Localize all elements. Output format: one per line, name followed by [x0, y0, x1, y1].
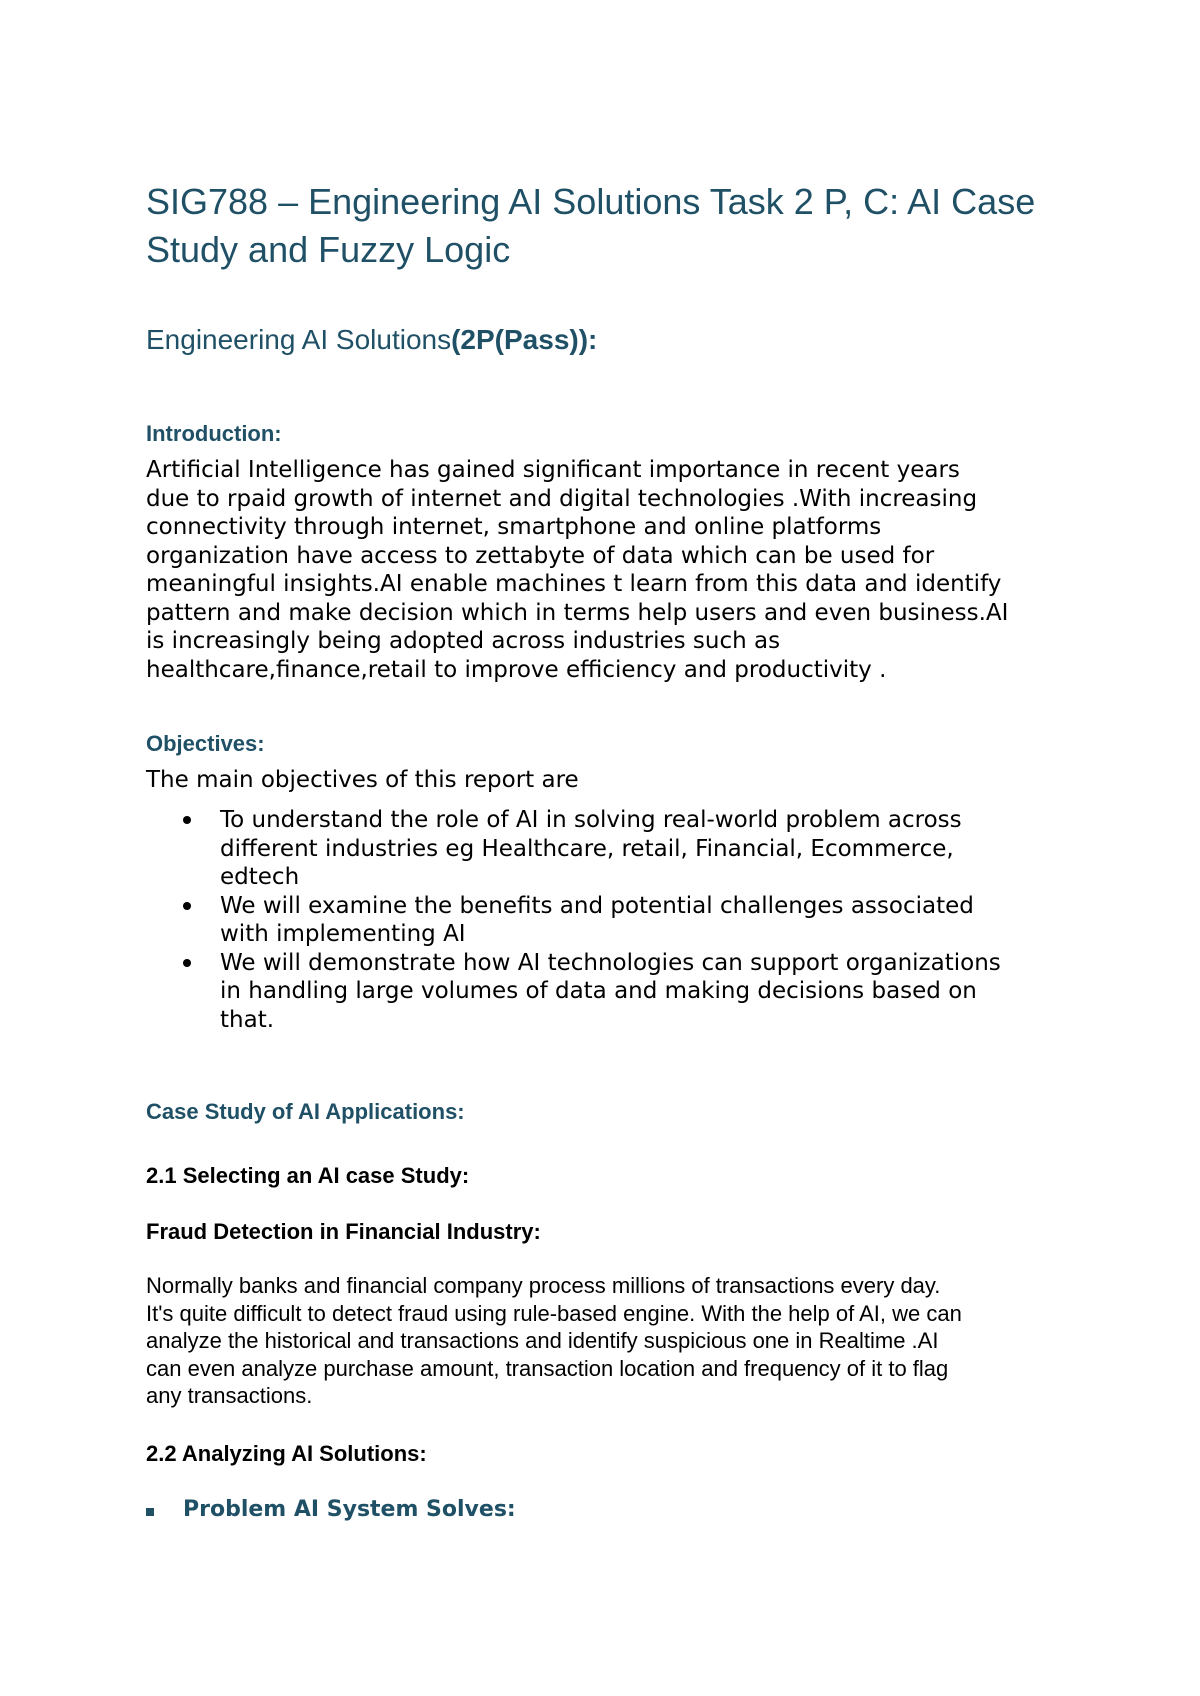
section-heading — [146, 322, 597, 358]
list-item-line: We will demonstrate how AI technologies can support organizations — [220, 949, 1001, 976]
introduction-line: pattern and make decision which in terms help users and even business.AI — [146, 599, 1009, 626]
introduction-line: Artificial Intelligence has gained significant importance in recent years — [146, 457, 960, 483]
objectives-lead: The main objectives of this report are — [146, 767, 579, 793]
paragraph-line: any transactions. — [146, 1383, 313, 1408]
square-bullet-icon — [146, 1508, 154, 1516]
introduction-paragraph — [146, 456, 1008, 684]
subsection-heading-2-2: 2.2 Analyzing AI Solutions: — [146, 1441, 427, 1466]
paragraph-line: Normally banks and financial company process millions of transactions every day. — [146, 1273, 941, 1298]
introduction-line: due to rpaid growth of internet and digital technologies .With increasing — [146, 485, 978, 512]
introduction-line: organization have access to zettabyte of data which can be used for — [146, 542, 935, 569]
bullet-icon — [183, 816, 191, 824]
bullet-icon — [183, 902, 191, 910]
objectives-heading: Objectives: — [146, 731, 265, 756]
document-title: SIG788 – Engineering AI Solutions Task 2 P, C: AI Case Study and Fuzzy Logic — [146, 181, 1036, 270]
subsection-heading-2-1: 2.1 Selecting an AI case Study: — [146, 1163, 470, 1188]
case-topic-heading: Fraud Detection in Financial Industry: — [146, 1219, 541, 1244]
introduction-line: meaningful insights.AI enable machines t learn from this data and identify — [146, 571, 1002, 597]
case-study-paragraph — [146, 1272, 962, 1410]
list-item-line: that. — [220, 1006, 275, 1033]
list-item-line: edtech — [220, 864, 300, 890]
section-heading-normal: Engineering AI Solutions — [146, 324, 452, 355]
list-item-line: in handling large volumes of data and making decisions based on — [220, 978, 977, 1004]
paragraph-line: analyze the historical and transactions and identify suspicious one in Realtime .AI — [146, 1328, 939, 1353]
objectives-list — [146, 806, 1001, 1034]
list-item — [146, 892, 1001, 949]
paragraph-line: can even analyze purchase amount, transaction location and frequency of it to flag — [146, 1355, 949, 1381]
list-item-line: different industries eg Healthcare, retail, Financial, Ecommerce, — [220, 835, 954, 862]
introduction-heading: Introduction: — [146, 421, 282, 446]
introduction-line: is increasingly being adopted across industries such as — [146, 628, 781, 654]
list-item — [146, 949, 1001, 1035]
introduction-line: healthcare,finance,retail to improve efficiency and productivity . — [146, 656, 887, 683]
section-heading-bold: (2P(Pass)): — [451, 324, 598, 355]
list-item — [146, 806, 1001, 892]
list-item-line: with implementing AI — [220, 921, 466, 947]
problem-solves-heading: Problem AI System Solves: — [183, 1497, 516, 1522]
case-study-heading: Case Study of AI Applications: — [146, 1099, 465, 1124]
bullet-icon — [183, 959, 191, 967]
list-item-line: To understand the role of AI in solving real-world problem across — [220, 807, 962, 833]
list-item-line: We will examine the benefits and potential challenges associated — [220, 892, 974, 919]
paragraph-line: It's quite difficult to detect fraud using rule-based engine. With the help of AI, we can — [146, 1300, 962, 1326]
introduction-line: connectivity through internet, smartphone and online platforms — [146, 514, 882, 540]
